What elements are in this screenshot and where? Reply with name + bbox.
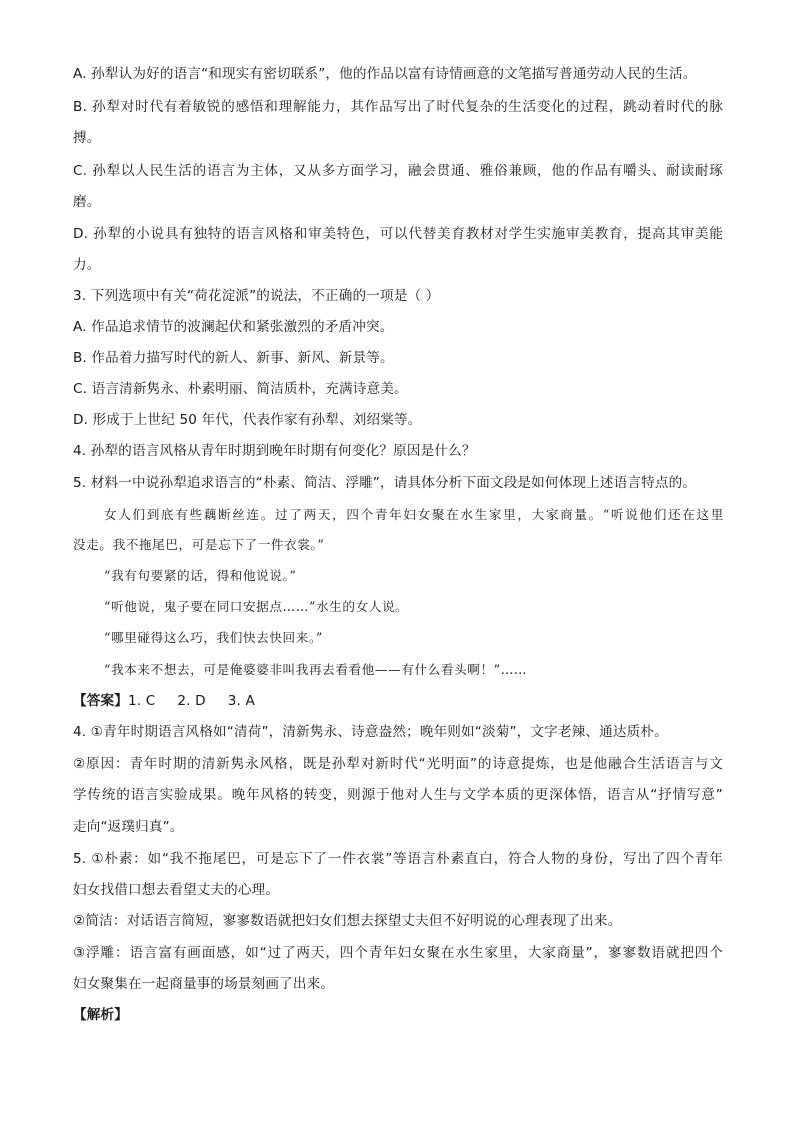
answer-key-line (73, 691, 723, 711)
question-4-stem: 4. 孙犁的语言风格从青年时期到晚年时期有何变化？原因是什么？ (73, 443, 476, 459)
answer-5-part1-cont: 妇女找借口想去看望丈夫的心理。 (73, 882, 280, 898)
answer-4-part2-cont: 学传统的语言实验成果。晚年风格的转变，则源于他对人生与文学本质的更深体悟，语言从“抒情写意” (73, 787, 723, 803)
option-2b-cont: 搏。 (73, 130, 101, 146)
quote-line-4: “听他说，鬼子要在同口安据点……”水生的女人说。 (104, 599, 409, 614)
answer-5-part2: ②简洁：对话语言简短，寥寥数语就把妇女们想去探望丈夫但不好明说的心理表现了出来。 (73, 913, 622, 929)
quote-line-2: 没走。我不拖尾巴，可是忘下了一件衣裳。” (73, 537, 325, 552)
quote-line-5: “哪里碰得这么巧，我们快去快回来。” (104, 630, 323, 645)
quote-line-3: “我有句要紧的话，得和他说说。” (104, 568, 297, 583)
question-5-stem: 5. 材料一中说孙犁追求语言的“朴素、简洁、浮雕”，请具体分析下面文段是如何体现上述语言特点的。 (73, 475, 697, 491)
option-3c: C. 语言清新隽永、朴素明丽、简洁质朴，充满诗意美。 (73, 381, 408, 397)
answer-5-part3-cont: 妇女聚集在一起商量事的场景刻画了出来。 (73, 976, 335, 992)
answer-1: 1. C (127, 693, 156, 709)
option-2d: D. 孙犁的小说具有独特的语言风格和审美特色，可以代替美育教材对学生实施审美教育，提高其审美能 (73, 226, 723, 242)
question-3-stem: 3. 下列选项中有关“荷花淀派”的说法，不正确的一项是（ ） (73, 288, 440, 304)
answer-4-part2-end: 走向“返璞归真”。 (73, 819, 184, 835)
answer-5-part3: ③浮雕：语言富有画面感，如“过了两天，四个青年妇女聚在水生家里，大家商量”，寥寥数语就把四个 (73, 945, 723, 961)
quote-line-1: 女人们到底有些藕断丝连。过了两天，四个青年妇女聚在水生家里，大家商量。“听说他们还在这里 (104, 507, 724, 522)
answer-3: 3. A (227, 693, 255, 709)
option-2d-cont: 力。 (73, 257, 101, 273)
option-3d: D. 形成于上世纪 50 年代，代表作家有孙犁、刘绍棠等。 (73, 412, 422, 428)
answer-label: 【答案】 (73, 693, 128, 709)
analysis-label: 【解析】 (73, 1007, 128, 1023)
answer-4-part2: ②原因：青年时期的清新隽永风格，既是孙犁对新时代“光明面”的诗意提炼，也是他融合生活语言与文 (73, 756, 723, 772)
option-3b: B. 作品着力描写时代的新人、新事、新风、新景等。 (73, 350, 394, 366)
answer-2: 2. D (177, 693, 206, 709)
option-2c: C. 孙犁以人民生活的语言为主体，又从多方面学习，融会贯通、雅俗兼顾，他的作品有嚼头、耐读耐琢 (73, 163, 723, 179)
option-2c-cont: 磨。 (73, 194, 101, 210)
answer-5-part1: 5. ①朴素：如“我不拖尾巴，可是忘下了一件衣裳”等语言朴素直白，符合人物的身份，写出了四个青年 (73, 851, 723, 867)
option-2b: B. 孙犁对时代有着敏锐的感悟和理解能力，其作品写出了时代复杂的生活变化的过程，跳动着时代的脉 (73, 99, 723, 115)
answer-4-part1: 4. ①青年时期语言风格如“清荷”，清新隽永、诗意盎然；晚年则如“淡菊”，文字老辣、通达质朴。 (73, 724, 668, 740)
quote-line-6: “我本来不想去，可是俺婆婆非叫我再去看看他——有什么看头啊！”…… (104, 662, 528, 677)
option-3a: A. 作品追求情节的波澜起伏和紧张激烈的矛盾冲突。 (73, 319, 394, 335)
option-2a: A. 孙犁认为好的语言“和现实有密切联系”，他的作品以富有诗情画意的文笔描写普通劳动人民的生活。 (73, 66, 697, 82)
